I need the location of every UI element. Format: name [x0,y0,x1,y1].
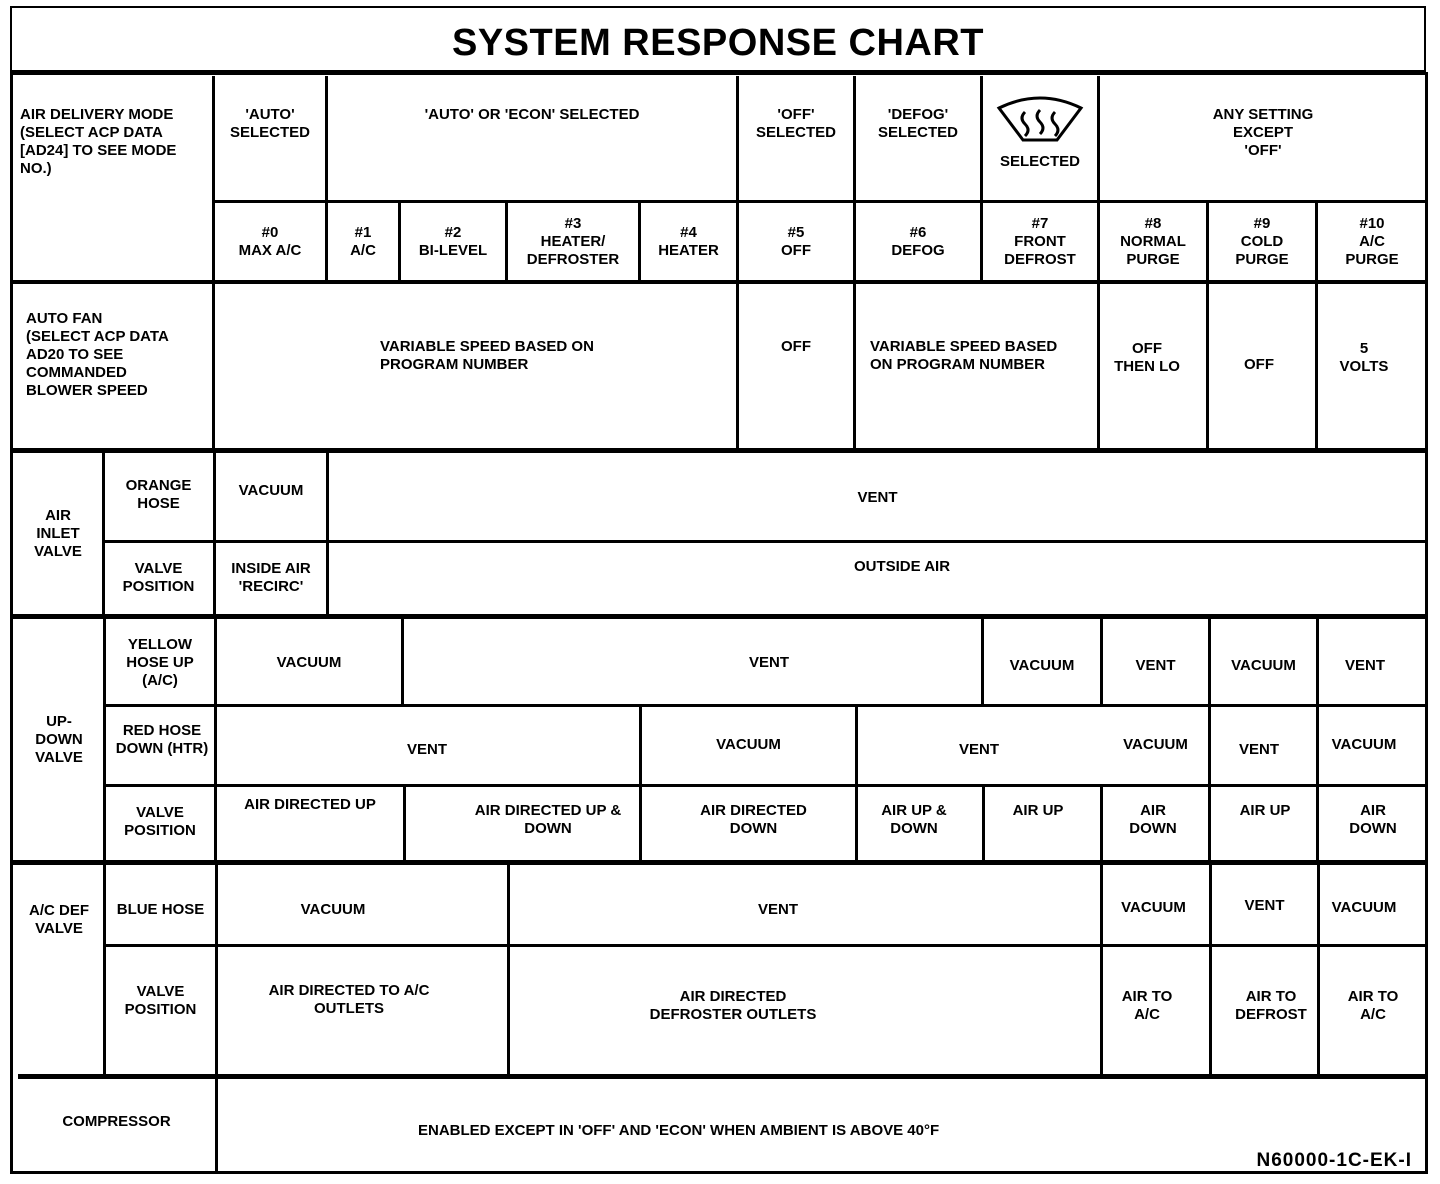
inlet-inside-air: INSIDE AIR 'RECIRC' [231,560,311,595]
mode-3: #3 HEATER/ DEFROSTER [526,214,620,268]
yellow-5: VENT [1344,657,1385,674]
compressor-label: COMPRESSOR [62,1113,171,1130]
mode-4: #4 HEATER [658,223,719,259]
updown-position-label: VALVE POSITION [124,804,196,839]
compressor-text: ENABLED EXCEPT IN 'OFF' AND 'ECON' WHEN AMBIENT IS ABOVE 40°F [418,1122,940,1139]
chart-title: SYSTEM RESPONSE CHART [451,21,985,64]
air-inlet-label: AIR INLET VALVE [34,507,82,560]
mode-1: #1 A/C [350,223,376,259]
yellow-4: VACUUM [1231,657,1296,674]
blue-4: VACUUM [1331,899,1397,916]
acdef-pos-2: AIR TO A/C [1121,988,1173,1023]
fan-variable-2: VARIABLE SPEED BASED ON PROGRAM NUMBER [870,338,1058,373]
red-3: VACUUM [1123,736,1188,753]
updown-pos-0: AIR DIRECTED UP [244,796,376,813]
acdef-position-label: VALVE POSITION [124,983,197,1018]
fan-off-5: OFF [781,338,811,355]
updown-pos-6: AIR UP [1239,802,1291,819]
blue-2: VACUUM [1121,899,1186,916]
blue-0: VACUUM [300,901,366,918]
acdef-pos-4: AIR TO A/C [1347,988,1399,1023]
mode-6: #6 DEFOG [891,223,945,259]
up-down-label: UP- DOWN VALVE [35,712,83,766]
defrost-icon [995,94,1085,144]
yellow-1: VENT [748,654,789,671]
yellow-0: VACUUM [276,654,342,671]
mode-5: #5 OFF [781,223,811,259]
inlet-outside-air: OUTSIDE AIR [853,558,951,575]
mode-0: #0 MAX A/C [238,223,302,259]
mode-9: #9 COLD PURGE [1235,214,1289,268]
acdef-pos-3: AIR TO DEFROST [1235,988,1307,1023]
orange-vent: VENT [857,489,898,506]
fan-5-volts: 5 VOLTS [1339,340,1389,375]
yellow-2: VACUUM [1009,657,1075,674]
blue-1: VENT [757,901,798,918]
red-1: VACUUM [716,736,781,753]
red-hose-label: RED HOSE DOWN (HTR) [115,722,209,757]
blue-hose-label: BLUE HOSE [116,901,205,918]
auto-fan-label: AUTO FAN (SELECT ACP DATA AD20 TO SEE COMMANDED BLOWER SPEED [26,310,169,399]
air-delivery-label: AIR DELIVERY MODE (SELECT ACP DATA [AD24] TO SEE MODE NO.) [20,106,177,177]
updown-pos-3: AIR UP & DOWN [881,802,947,837]
updown-pos-5: AIR DOWN [1129,802,1177,837]
updown-pos-4: AIR UP [1012,802,1064,819]
red-4: VENT [1238,741,1279,758]
orange-vacuum: VACUUM [238,482,304,499]
figure-id: N60000-1C-EK-I [1256,1150,1412,1171]
yellow-hose-label: YELLOW HOSE UP (A/C) [126,636,194,689]
group-defrost-selected: SELECTED [999,153,1080,170]
acdef-pos-1: AIR DIRECTED DEFROSTER OUTLETS [649,988,817,1023]
fan-variable-1: VARIABLE SPEED BASED ON PROGRAM NUMBER [380,338,594,373]
updown-pos-2: AIR DIRECTED DOWN [700,802,807,837]
red-2: VENT [958,741,999,758]
orange-hose-label: ORANGE HOSE [125,477,192,512]
group-auto-selected: 'AUTO' SELECTED [229,106,310,141]
group-any-except-off: ANY SETTING EXCEPT 'OFF' [1212,106,1314,159]
title-band [10,6,1426,72]
red-0: VENT [406,741,447,758]
updown-pos-1: AIR DIRECTED UP & DOWN [474,802,622,837]
ac-def-label: A/C DEF VALVE [29,902,89,937]
inlet-position-label: VALVE POSITION [122,560,195,595]
acdef-pos-0: AIR DIRECTED TO A/C OUTLETS [268,982,430,1017]
updown-pos-7: AIR DOWN [1349,802,1397,837]
fan-off-9: OFF [1244,356,1274,373]
mode-10: #10 A/C PURGE [1345,214,1399,268]
group-off-selected: 'OFF' SELECTED [755,106,836,141]
mode-7: #7 FRONT DEFROST [1004,214,1076,268]
blue-3: VENT [1244,897,1285,914]
yellow-3: VENT [1135,657,1176,674]
red-5: VACUUM [1331,736,1397,753]
group-auto-econ: 'AUTO' OR 'ECON' SELECTED [424,106,640,123]
mode-2: #2 BI-LEVEL [418,223,488,259]
fan-off-then-lo: OFF THEN LO [1114,340,1180,375]
mode-8: #8 NORMAL PURGE [1120,214,1186,268]
group-defog-selected: 'DEFOG' SELECTED [877,106,958,141]
